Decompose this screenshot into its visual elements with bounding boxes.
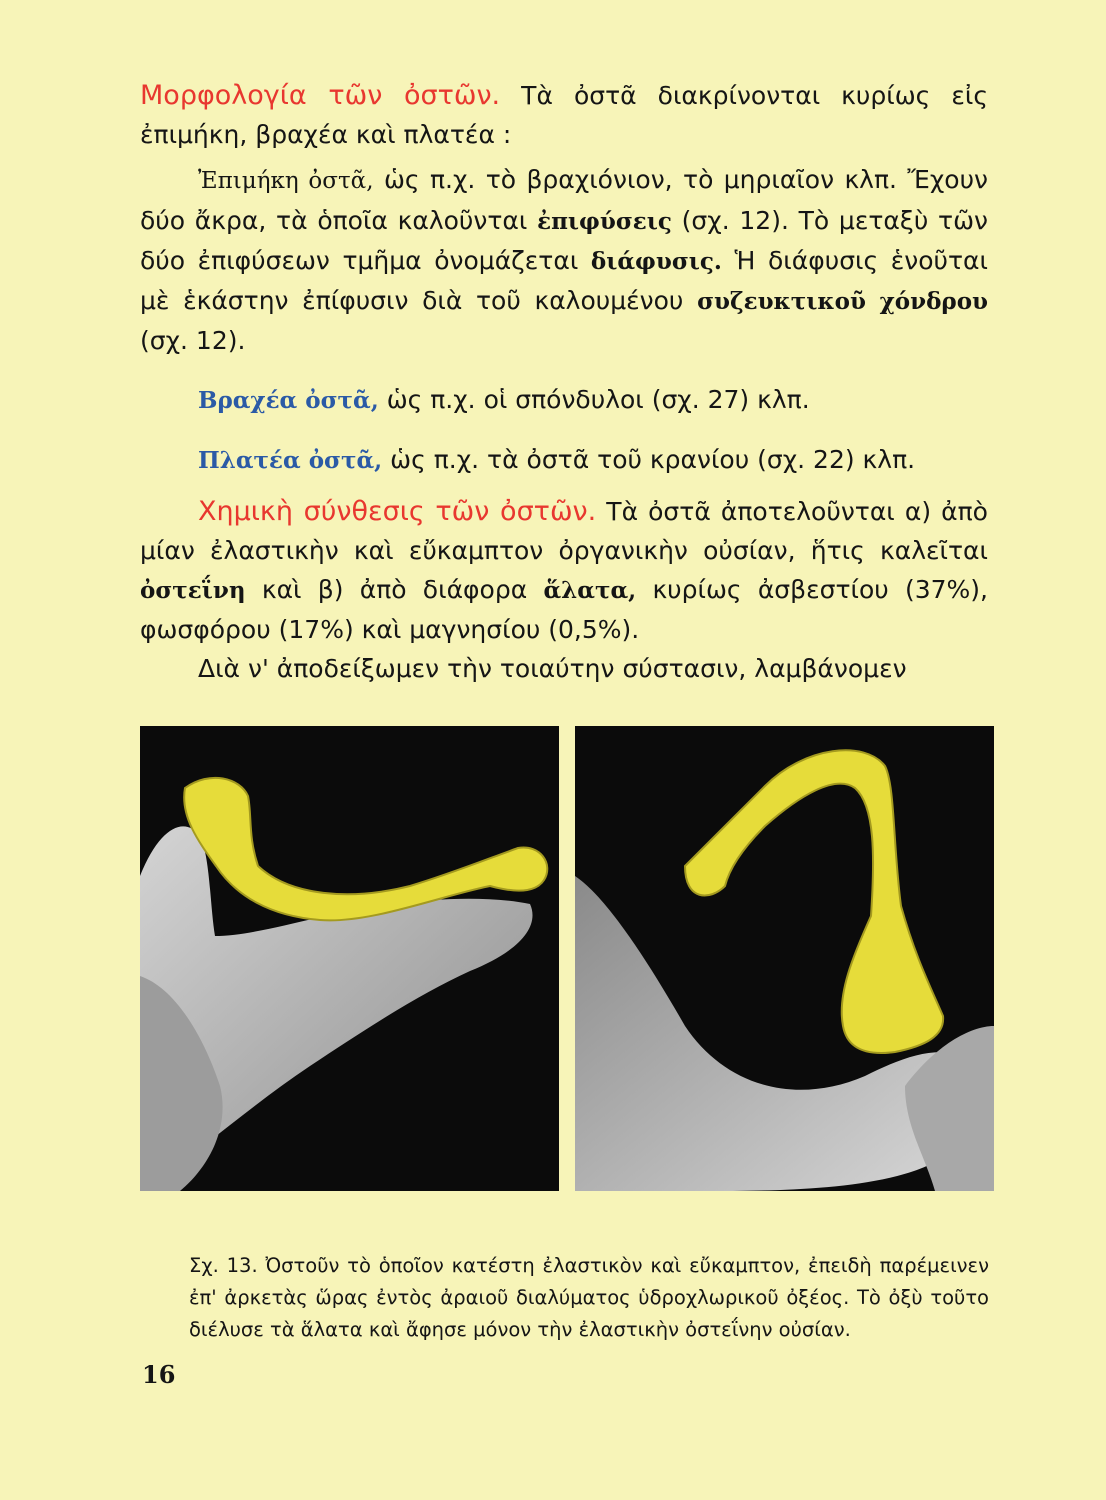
long-bones-text-4: (σχ. 12).	[140, 326, 246, 355]
bone-morphology-section	[140, 76, 988, 480]
ossein-term: ὀστεΐνη	[140, 577, 246, 604]
short-bones-paragraph	[140, 380, 988, 420]
composition-text-3: κυρίως ἀσβεστίου (37%), φωσφόρου (17%) καὶ μαγνησίου (0,5%).	[140, 575, 989, 644]
flat-bones-text: ὡς π.χ. τὰ ὀστᾶ τοῦ κρανίου (σχ. 22) κλπ.	[390, 445, 916, 474]
chemical-composition-section	[140, 492, 988, 688]
composition-text-2: καὶ β) ἀπὸ διάφορα	[261, 575, 528, 604]
photo-bone-left-drawing	[140, 726, 559, 1191]
conjugating-cartilage-term: συζευκτικοῦ χόνδρου	[697, 288, 989, 315]
morphology-intro-paragraph	[140, 76, 988, 154]
page-number: 16	[142, 1360, 176, 1389]
photo-bone-right	[575, 726, 994, 1191]
morphology-intro-text: Τὰ ὀστᾶ διακρίνονται κυρίως εἰς ἐπιμήκη, βραχέα καὶ πλατέα :	[140, 81, 988, 149]
proof-paragraph	[140, 649, 988, 688]
photo-bone-left	[140, 726, 559, 1191]
long-bones-term: Ἐπιμήκη ὀστᾶ,	[198, 168, 374, 194]
long-bones-text-1: ὡς π.χ. τὸ βραχιόνιον, τὸ μηριαῖον κλπ. Ἔχουν δύο ἄκρα, τὰ ὁποῖα καλοῦνται	[140, 165, 988, 235]
salts-term: ἅλατα,	[543, 577, 637, 604]
left-bone-shape	[184, 778, 547, 921]
photo-bone-right-drawing	[575, 726, 994, 1191]
right-bone-shape	[685, 750, 943, 1053]
short-bones-term: Βραχέα ὀστᾶ,	[198, 387, 379, 414]
diaphysis-term: διάφυσις.	[590, 248, 722, 275]
composition-paragraph	[140, 492, 988, 649]
composition-text-1: Τὰ ὀστᾶ ἀποτελοῦνται α) ἀπὸ μίαν ἐλαστικὴν καὶ εὔκαμπτον ὀργανικὴν οὐσίαν, ἥτις καλεῖται	[140, 497, 988, 565]
long-bones-text-3: Ἡ διάφυσις ἑνοῦται μὲ ἑκάστην ἐπίφυσιν διὰ τοῦ καλουμένου	[140, 246, 988, 315]
long-bones-paragraph	[140, 160, 988, 360]
flat-bones-paragraph	[140, 440, 988, 480]
flat-bones-term: Πλατέα ὀστᾶ,	[198, 447, 383, 474]
short-bones-text: ὡς π.χ. οἱ σπόνδυλοι (σχ. 27) κλπ.	[386, 385, 810, 414]
composition-heading: Χημικὴ σύνθεσις τῶν ὀστῶν.	[198, 496, 597, 527]
epiphyses-term: ἐπιφύσεις	[537, 208, 672, 235]
proof-text: Διὰ ν' ἀποδείξωμεν τὴν τοιαύτην σύστασιν, λαμβάνομεν	[198, 654, 907, 683]
figure-13-caption: Σχ. 13. Ὀστοῦν τὸ ὁποῖον κατέστη ἐλαστικὸν καὶ εὔκαμπτον, ἐπειδὴ παρέμεινεν ἐπ' ἀρκετὰς ὥρας ἐντὸς ἀραιοῦ διαλύματος ὑδροχλωρικοῦ ὀξέος. Τὸ ὀξὺ τοῦτο διέλυσε τὰ ἅλατα καὶ ἄφησε μόνον τὴν ἐλαστικὴν ὀστεΐνην οὐσίαν.	[189, 1254, 989, 1341]
morphology-heading: Μορφολογία τῶν ὀστῶν.	[140, 80, 501, 111]
long-bones-text-2: (σχ. 12). Τὸ μεταξὺ τῶν δύο ἐπιφύσεων τμῆμα ὀνομάζεται	[140, 206, 988, 275]
